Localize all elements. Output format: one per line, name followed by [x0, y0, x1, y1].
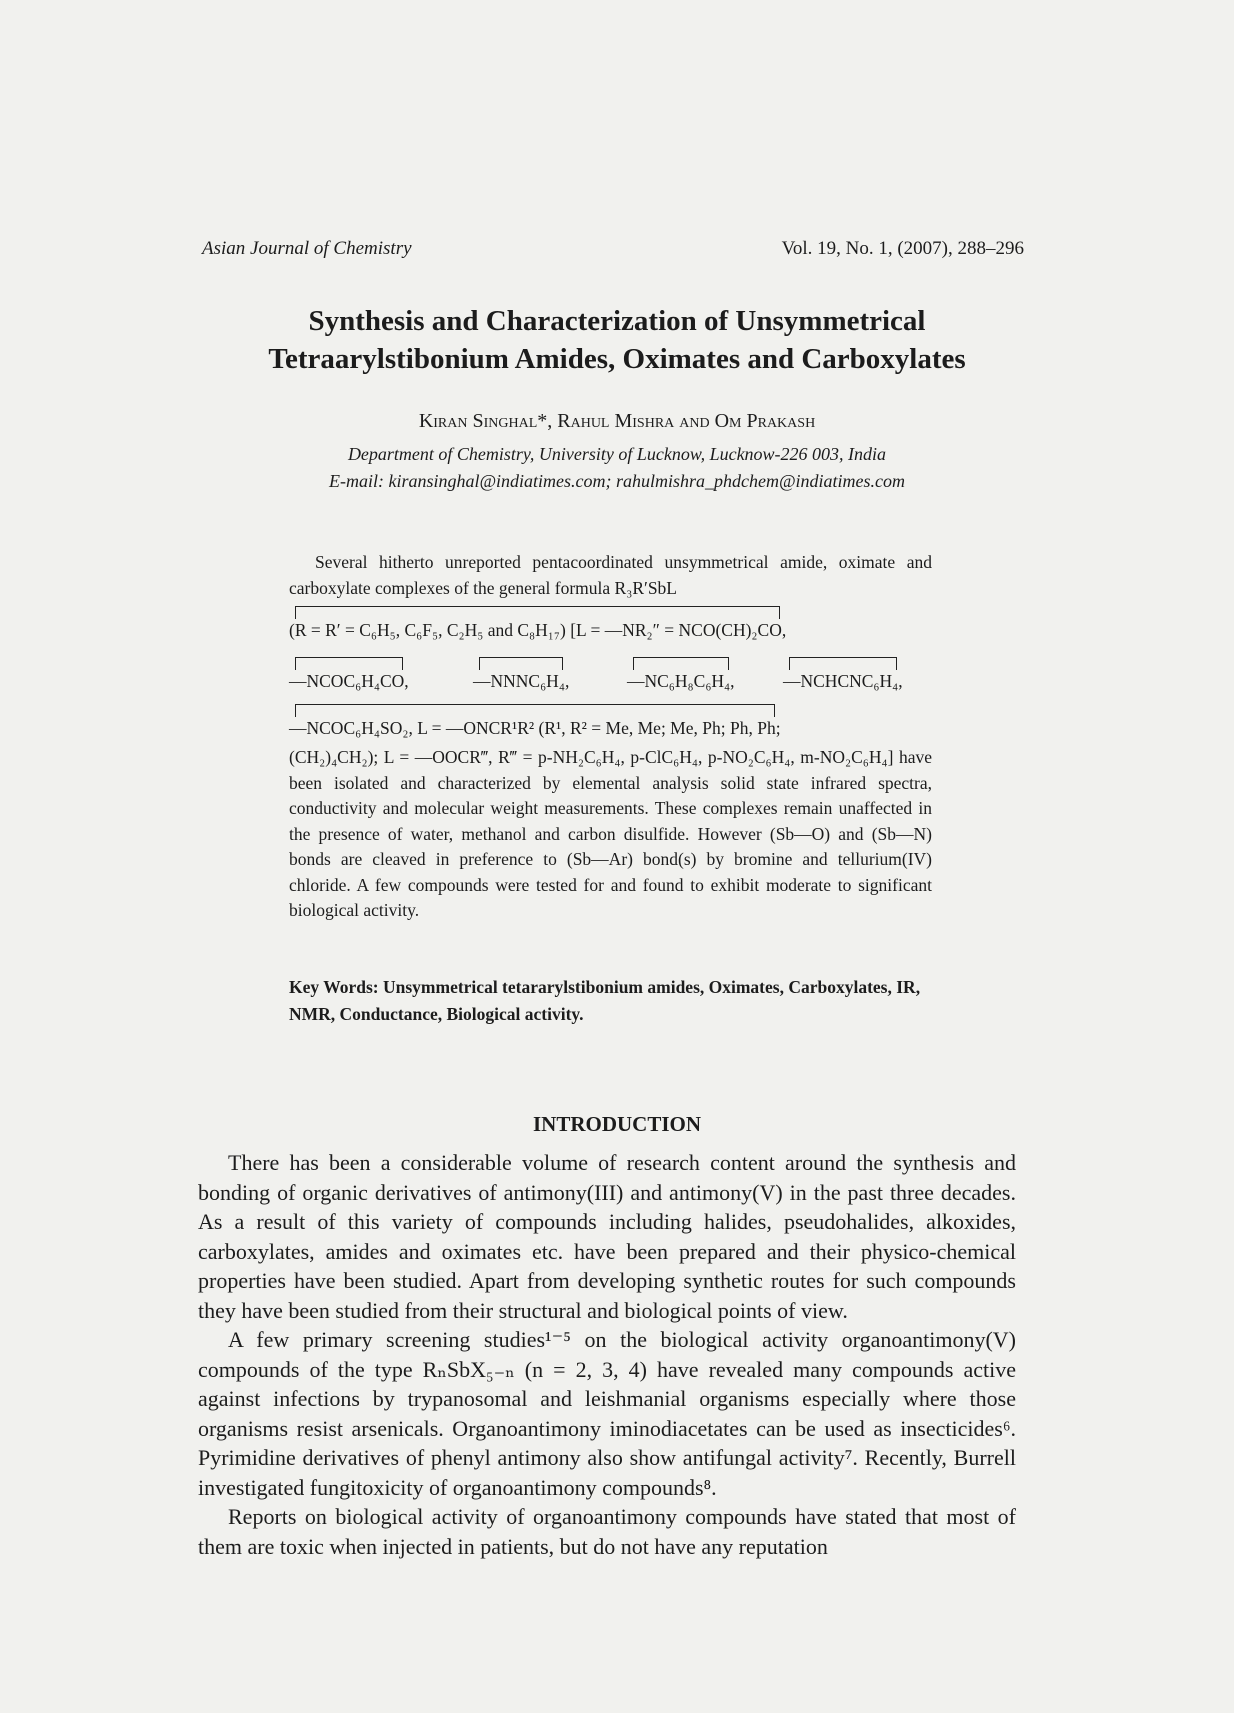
title-line-1: Synthesis and Characterization of Unsymmetrical: [308, 305, 926, 337]
section-heading-introduction: INTRODUCTION: [532, 1112, 702, 1136]
article-title: [180, 302, 1054, 378]
ring-structure: NCOC₆H₄CO: [306, 671, 405, 691]
journal-name: Asian Journal of Chemistry: [202, 238, 412, 259]
abstract-intro: [289, 550, 932, 601]
title-line-2: Tetraarylstibonium Amides, Oximates and Carboxylates: [268, 343, 966, 375]
paragraph-2: A few primary screening studies¹⁻⁵ on the biological activity organoantimony(V) compounds of the type RₙSbX₅₋ₙ (n = 2, 3, 4) have revealed many compounds active against infections by trypanosomal and leishmanial organisms especially where those organisms resist arsenicals. Organoantimony iminodiacetates can be used as insecticides⁶. Pyrimidine derivatives of phenyl antimony also show antifungal activity⁷. Recently, Burrell investigated fungitoxicity of organoantimony compounds⁸.: [198, 1327, 1016, 1500]
paragraph-3: Reports on biological activity of organoantimony compounds have stated that most of them are toxic when injected in patients, but do not have any reputation: [198, 1504, 1016, 1559]
ring-structure: NC₆H₈C₆H₄: [644, 671, 731, 691]
ring-structure: NCOC₆H₄SO₂: [306, 718, 409, 738]
ring-structure: NCO(CH)₂CO: [678, 620, 782, 640]
introduction-body: [198, 1148, 1016, 1561]
abstract-text: (CH₂)₄CH₂); L = —OOCR‴, R‴ = p-NH₂C₆H₄, p-ClC₆H₄, p-NO₂C₆H₄, m-NO₂C₆H₄] have been isolated and characterized by elemental analysis solid state infrared spectra, conductivity and molecular weight measurements. These complexes remain unaffected in the presence of water, methanol and carbon disulfide. However (Sb—O) and (Sb—N) bonds are cleaved in preference to (Sb—Ar) bond(s) by bromine and tellurium(IV) chloride. A few compounds were tested for and found to exhibit moderate to significant biological activity.: [289, 747, 932, 920]
journal-page: Asian Journal of Chemistry Vol. 19, No. 1, (2007), 288–296 Synthesis and Characterization of Unsymmetrical Tetraarylstibonium Amides, Oximates and Carboxylates Kiran Singhal*, Rahul Mishra and Om Prakash Department of Chemistry, University of Lucknow, Lucknow-226 003, India E-mail: kiransinghal@indiatimes.com; rahulmishra_phdchem@indiatimes.com Several hitherto unreported pentacoordinated unsymmetrical amide, oximate and carboxylate complexes of the general formula R₃R′SbL (R = R′ = C₆H₅, C₆F₅, C₂H₅ and C₈H₁₇) [L = —NR₂″ = NCO(CH)₂CO, —NCOC₆H₄CO, —NNNC₆H₄, —NC₆H₈C₆H₄, —NCHCNC₆H₄, —NCOC₆H₄SO₂, L = —ONCR¹R² (R¹, R² = Me, Me; Me, Ph; Ph, Ph; (CH₂)₄CH₂); L = —OOCR‴, R‴ = p-NH₂C₆H₄, p-ClC₆H₄, p-NO₂C₆H₄, m-NO₂C₆H₄] have been isolated and characterized by elemental analysis solid state infrared spectra, conductivity and molecular weight measurements. These complexes remain unaffected in the presence of water, methanol and carbon disulfide. However (Sb—O) and (Sb—N) bonds are cleaved in preference to (Sb—Ar) bond(s) by bromine and tellurium(IV) chloride. A few compounds were tested for and found to exhibit moderate to significant biological activity. Key Words: Unsymmetrical tetararylstibonium amides, Oximates, Carboxylates, IR, NMR, Conductance, Biological activity. INTRODUCTION There has been a considerable volume of research content around the synthesis and bonding of organic derivatives of antimony(III) and antimony(V) in the past three decades. As a result of this variety of compounds including halides, pseudohalides, alkoxides, carboxylates, amides and oximates etc. have been prepared and their physico-chemical properties have been studied. Apart from developing synthetic routes for such compounds they have been studied from their structural and biological points of view. A few primary screening studies¹⁻⁵ on the biological activity organoantimony(V) compounds of the type RₙSbX₅₋ₙ (n = 2, 3, 4) have revealed many compounds active against infections by trypanosomal and leishmanial organisms especially where those organisms resist arsenicals. Organoantimony iminodiacetates can be used as insecticides⁶. Pyrimidine derivatives of phenyl antimony also show antifungal activity⁷. Recently, Burrell investigated fungitoxicity of organoantimony compounds⁸. Reports on biological activity of organoantimony compounds have stated that most of them are toxic when injected in patients, but do not have any reputation: [0, 0, 1234, 1713]
authors: Kiran Singhal*, Rahul Mishra and Om Prakash: [418, 410, 816, 432]
abstract-intro-text: Several hitherto unreported pentacoordinated unsymmetrical amide, oximate and carboxylate complexes of the general formula R₃R′SbL: [289, 552, 932, 598]
affiliation: [180, 441, 1054, 495]
formula-row1-start: (R = R′ = C₆H₅, C₆F₅, C₂H₅ and C₈H₁₇) [L = —NR₂″ = NCO(CH)₂CO,: [289, 620, 787, 640]
abstract-body: [289, 745, 932, 924]
keywords: Key Words: Unsymmetrical tetararylstibonium amides, Oximates, Carboxylates, IR, NMR, Conductance, Biological activity.: [289, 977, 921, 1024]
citation: Vol. 19, No. 1, (2007), 288–296: [781, 238, 1024, 259]
department: Department of Chemistry, University of Lucknow, Lucknow-226 003, India: [347, 444, 887, 464]
ring-structure: NNNC₆H₄: [490, 671, 565, 691]
email-line: E-mail: kiransinghal@indiatimes.com; rahulmishra_phdchem@indiatimes.com: [328, 471, 906, 491]
paragraph-1: There has been a considerable volume of research content around the synthesis and bonding of organic derivatives of antimony(III) and antimony(V) in the past three decades. As a result of this variety of compounds including halides, pseudohalides, alkoxides, carboxylates, amides and oximates etc. have been prepared and their physico-chemical properties have been studied. Apart from developing synthetic routes for such compounds they have been studied from their structural and biological points of view.: [198, 1150, 1016, 1323]
ring-structure: NCHCNC₆H₄: [800, 671, 899, 691]
